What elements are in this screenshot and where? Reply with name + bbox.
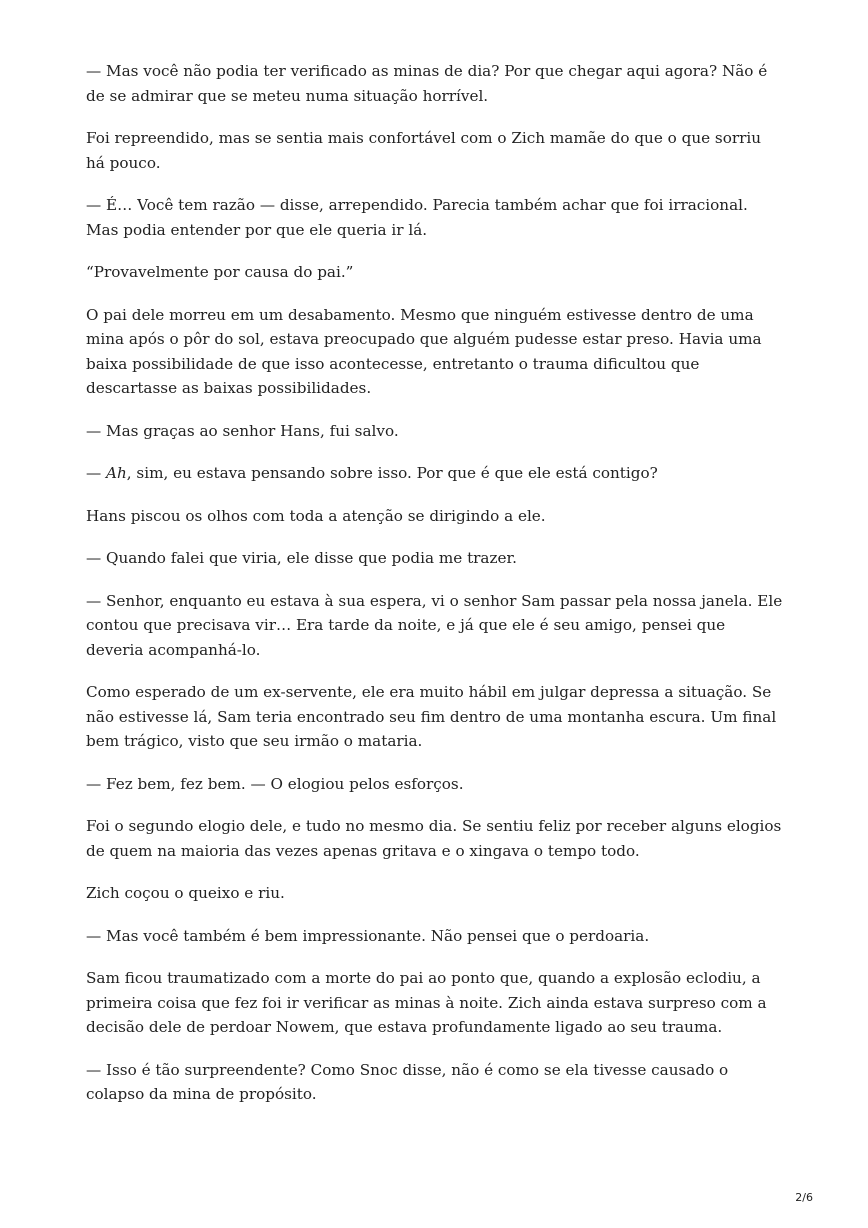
paragraph: — Isso é tão surpreendente? Como Snoc disse, não é como se ela tivesse causado o colapso da mina de propósito. — [86, 1060, 729, 1103]
paragraph: Sam ficou traumatizado com a morte do pai ao ponto que, quando a explosão eclodiu, a primeira coisa que fez foi ir verificar as minas à noite. Zich ainda estava surpreso com a decisão dele de perdoar Nowem, que estava profundamente ligado ao seu trauma. — [86, 969, 767, 1036]
paragraph: — É… Você tem razão — disse, arrependido. Parecia também achar que foi irracional. Mas podia entender por que ele queria ir lá. — [86, 196, 748, 239]
paragraph-text: — — [86, 464, 107, 482]
paragraph — [86, 461, 784, 486]
paragraph: Zich coçou o queixo e riu. — [86, 884, 285, 902]
paragraph: — Senhor, enquanto eu estava à sua espera, vi o senhor Sam passar pela nossa janela. Ele contou que precisava vir… Era tarde da noite, e já que ele é seu amigo, pensei que deveria acompanhá-lo. — [86, 591, 783, 659]
page-number: 2/6 — [795, 1191, 813, 1204]
paragraph: — Mas graças ao senhor Hans, fui salvo. — [86, 421, 399, 440]
paragraph: Foi repreendido, mas se sentia mais confortável com o Zich mamãe do que o que sorriu há pouco. — [86, 129, 762, 172]
paragraph: Como esperado de um ex-servente, ele era muito hábil em julgar depressa a situação. Se não estivesse lá, Sam teria encontrado seu fim dentro de uma montanha escura. Um final bem trágico, visto que seu irmão o mataria. — [86, 683, 777, 750]
paragraph: — Quando falei que viria, ele disse que podia me trazer. — [86, 549, 517, 567]
paragraph: Foi o segundo elogio dele, e tudo no mesmo dia. Se sentiu feliz por receber alguns elogios de quem na maioria das vezes apenas gritava e o xingava o tempo todo. — [86, 817, 782, 860]
paragraph: — Mas você não podia ter verificado as minas de dia? Por que chegar aqui agora? Não é de se admirar que se meteu numa situação horrível. — [86, 62, 768, 105]
paragraph: — Fez bem, fez bem. — O elogiou pelos esforços. — [86, 774, 464, 793]
italic-interjection: Ah — [106, 464, 127, 482]
paragraph-text: , sim, eu estava pensando sobre isso. Por que é que ele está contigo? — [126, 464, 658, 482]
paragraph: “Provavelmente por causa do pai.” — [86, 263, 354, 281]
document-body — [86, 59, 784, 1125]
paragraph: O pai dele morreu em um desabamento. Mesmo que ninguém estivesse dentro de uma mina após o pôr do sol, estava preocupado que alguém pudesse estar preso. Havia uma baixa possibilidade de que isso acontecesse, entretanto o trauma dificultou que descartasse as baixas possibilidades. — [86, 305, 762, 397]
paragraph: Hans piscou os olhos com toda a atenção se dirigindo a ele. — [86, 506, 546, 525]
paragraph: — Mas você também é bem impressionante. Não pensei que o perdoaria. — [86, 926, 650, 945]
